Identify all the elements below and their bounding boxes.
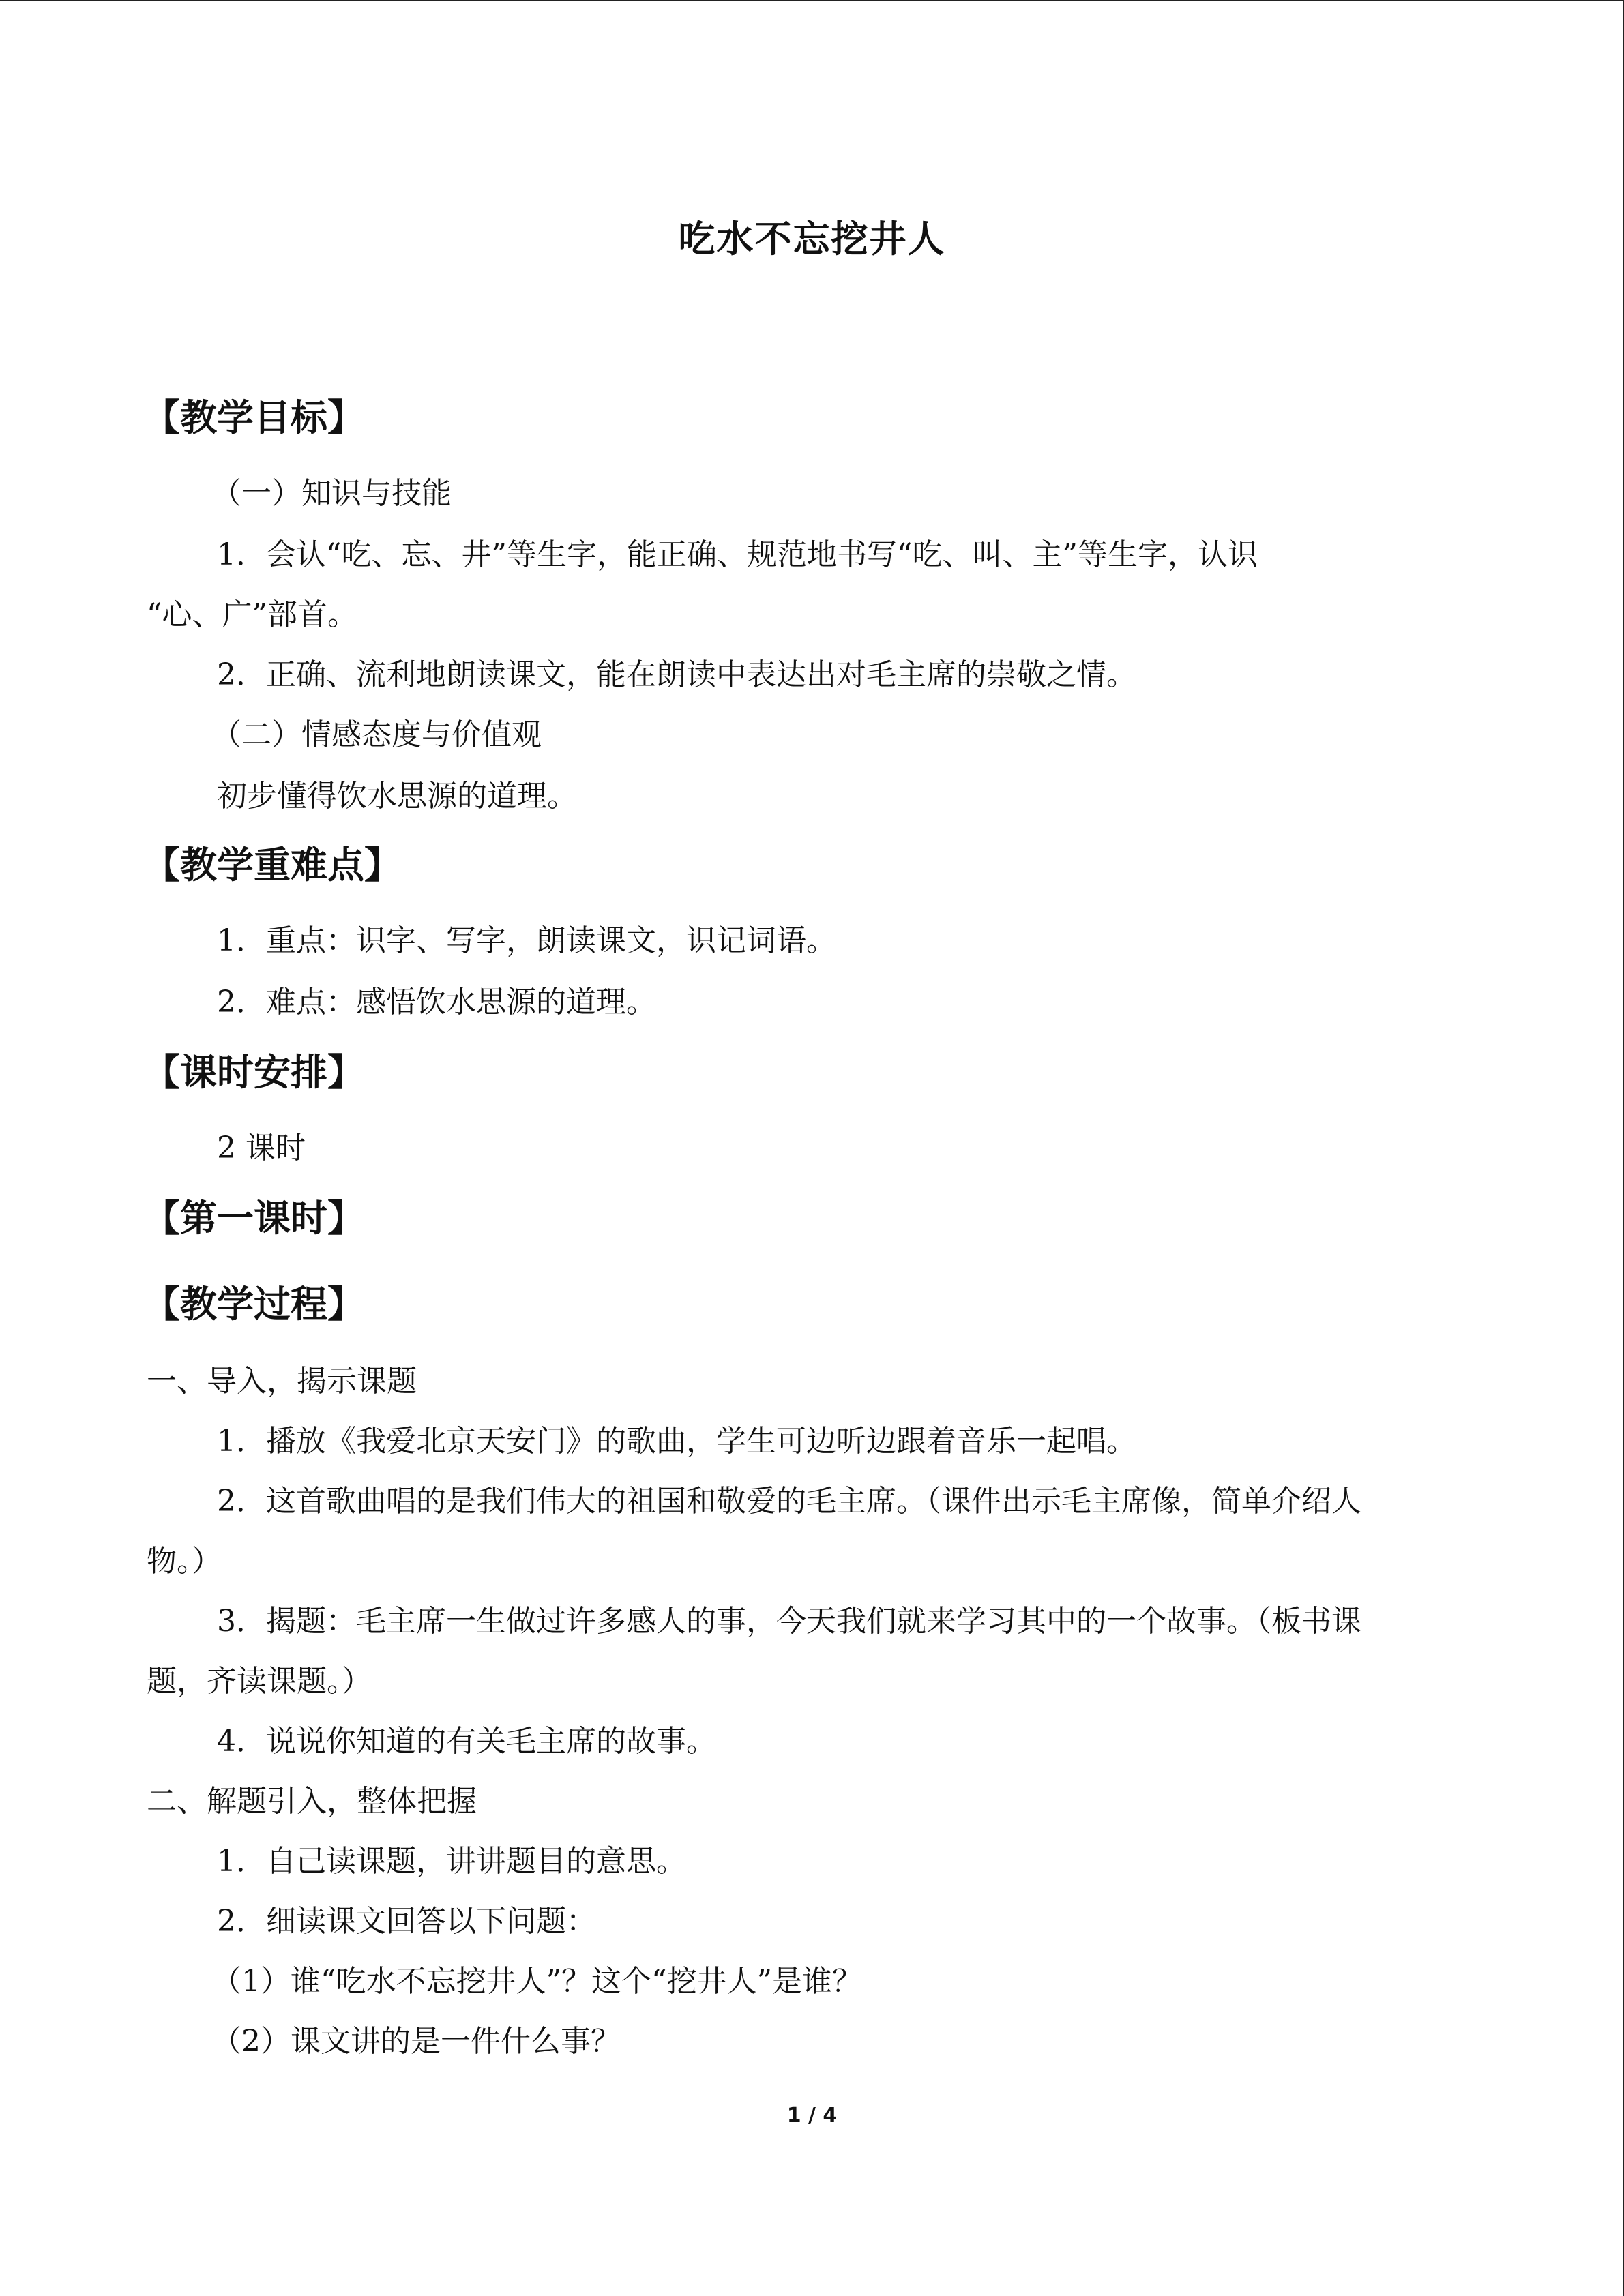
process-part-2-item-1: 1．自己读课题，讲讲题目的意思。 (217, 1844, 686, 1879)
goals-item-1-line-1: 1．会认“吃、忘、井”等生字，能正确、规范地书写“吃、叫、主”等生字，认识 (217, 537, 1258, 572)
process-part-1-item-2-line-1: 2．这首歌曲唱的是我们伟大的祖国和敬爱的毛主席。（课件出示毛主席像，简单介绍人 (217, 1484, 1361, 1519)
goals-subheading-values: （二）情感态度与价值观 (211, 717, 542, 752)
document-title: 吃水不忘挖井人 (678, 217, 946, 260)
heading-first-lesson: 【第一课时】 (143, 1197, 364, 1240)
process-part-1-item-1: 1．播放《我爱北京天安门》的歌曲，学生可边听边跟着音乐一起唱。 (217, 1424, 1136, 1459)
process-part-2-item-2: 2．细读课文回答以下问题： (217, 1904, 596, 1939)
goals-item-2: 2．正确、流利地朗读课文，能在朗读中表达出对毛主席的崇敬之情。 (217, 657, 1136, 692)
process-part-2-question-2: （2）课文讲的是一件什么事？ (211, 2024, 621, 2059)
heading-teaching-goals: 【教学目标】 (143, 396, 364, 439)
process-part-1-item-2-line-2: 物。） (147, 1544, 222, 1579)
goals-item-3: 初步懂得饮水思源的道理。 (217, 779, 577, 814)
process-part-1-item-4: 4．说说你知道的有关毛主席的故事。 (217, 1724, 716, 1759)
key-points-item-1: 1．重点：识字、写字，朗读课文，识记词语。 (217, 923, 836, 958)
heading-key-points: 【教学重难点】 (143, 844, 401, 886)
goals-item-1-line-2: “心、广”部首。 (147, 597, 357, 632)
heading-teaching-process: 【教学过程】 (143, 1283, 364, 1326)
page-border-top (0, 0, 1624, 1)
process-part-1: 一、导入，揭示课题 (147, 1364, 417, 1399)
page-number: 1 / 4 (786, 2104, 838, 2128)
process-part-1-item-3-line-2: 题，齐读课题。） (147, 1664, 372, 1699)
heading-schedule: 【课时安排】 (143, 1051, 364, 1094)
schedule-item-1: 2 课时 (217, 1131, 306, 1165)
key-points-item-2: 2．难点：感悟饮水思源的道理。 (217, 985, 656, 1019)
goals-subheading-knowledge: （一）知识与技能 (211, 476, 452, 511)
process-part-1-item-3-line-1: 3．揭题：毛主席一生做过许多感人的事，今天我们就来学习其中的一个故事。（板书课 (217, 1604, 1361, 1639)
process-part-2-question-1: （1）谁“吃水不忘挖井人”？这个“挖井人”是谁？ (211, 1964, 862, 1999)
process-part-2: 二、解题引入，整体把握 (147, 1784, 477, 1819)
